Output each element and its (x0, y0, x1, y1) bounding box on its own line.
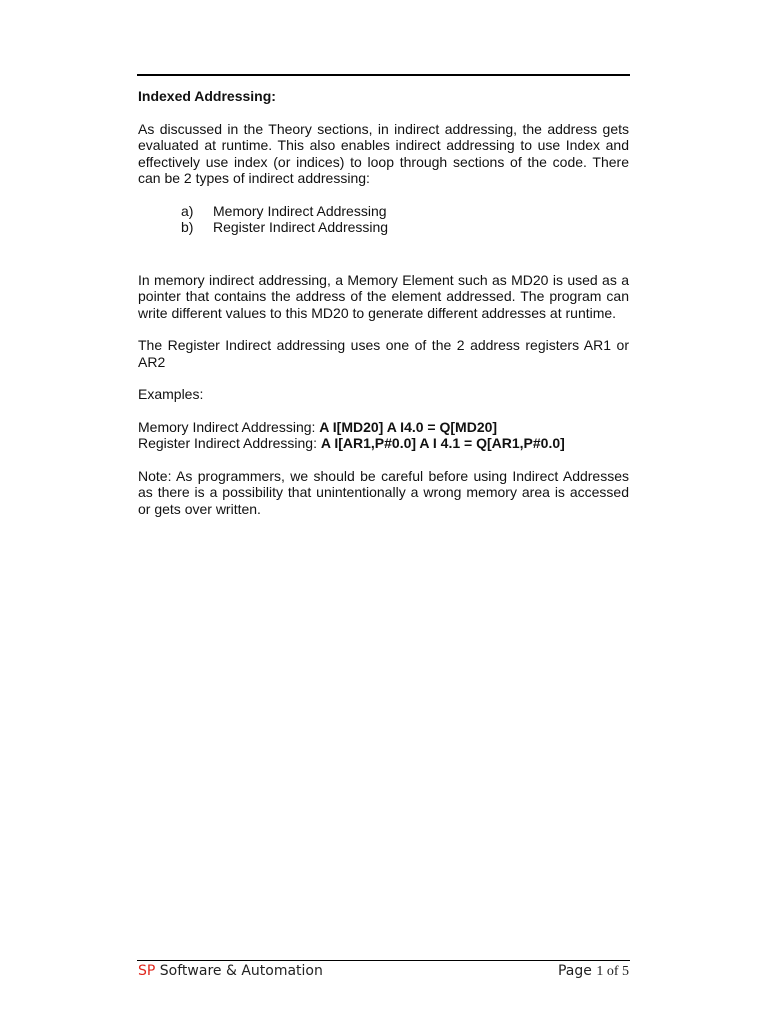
list-item (138, 219, 629, 236)
examples-label: Examples: (138, 386, 204, 402)
register-indirect-paragraph: The Register Indirect addressing uses one of the 2 address registers AR1 or AR2 (138, 337, 629, 370)
example-code: A I[MD20] A I4.0 = Q[MD20] (319, 418, 498, 435)
current-page: 1 (596, 964, 604, 979)
example-label: Memory Indirect Addressing: (138, 418, 320, 435)
footer-page-number (558, 963, 629, 980)
footer-company-name: Software & Automation (155, 963, 323, 979)
footer-brand: SP (138, 963, 156, 979)
list-marker: b) (181, 219, 194, 235)
intro-paragraph: As discussed in the Theory sections, in indirect addressing, the address gets evaluated at runtime. This also enables indirect addressing to use Index and effectively use index (or indices) to loop through sections of the code. There can be 2 types of indirect addressing: (138, 120, 629, 186)
example-label: Register Indirect Addressing: (138, 435, 321, 451)
examples-block (138, 419, 629, 452)
document-body (138, 88, 629, 533)
header-rule (137, 74, 630, 76)
of-label: of (603, 964, 622, 979)
list-marker: a) (181, 202, 194, 219)
memory-indirect-paragraph: In memory indirect addressing, a Memory Element such as MD20 is used as a pointer that contains the address of the element addressed. The program can write different values to this MD20 to generate different addresses at runtime. (138, 271, 629, 321)
total-pages: 5 (622, 964, 629, 979)
section-heading: Indexed Addressing: (138, 88, 276, 104)
example-code: A I[AR1,P#0.0] A I 4.1 = Q[AR1,P#0.0] (320, 435, 565, 451)
example-memory-line (138, 419, 629, 436)
addressing-types-list (138, 203, 629, 236)
list-item-text: Register Indirect Addressing (213, 219, 389, 235)
list-item (138, 203, 629, 220)
note-paragraph: Note: As programmers, we should be careful before using Indirect Addresses as there is a possibility that unintentionally a wrong memory area is accessed or gets over written. (138, 467, 629, 517)
list-item-text: Memory Indirect Addressing (213, 202, 387, 219)
example-register-line (138, 435, 629, 452)
page-label: Page (557, 963, 597, 979)
footer-company (138, 963, 323, 980)
footer-rule (137, 960, 630, 961)
